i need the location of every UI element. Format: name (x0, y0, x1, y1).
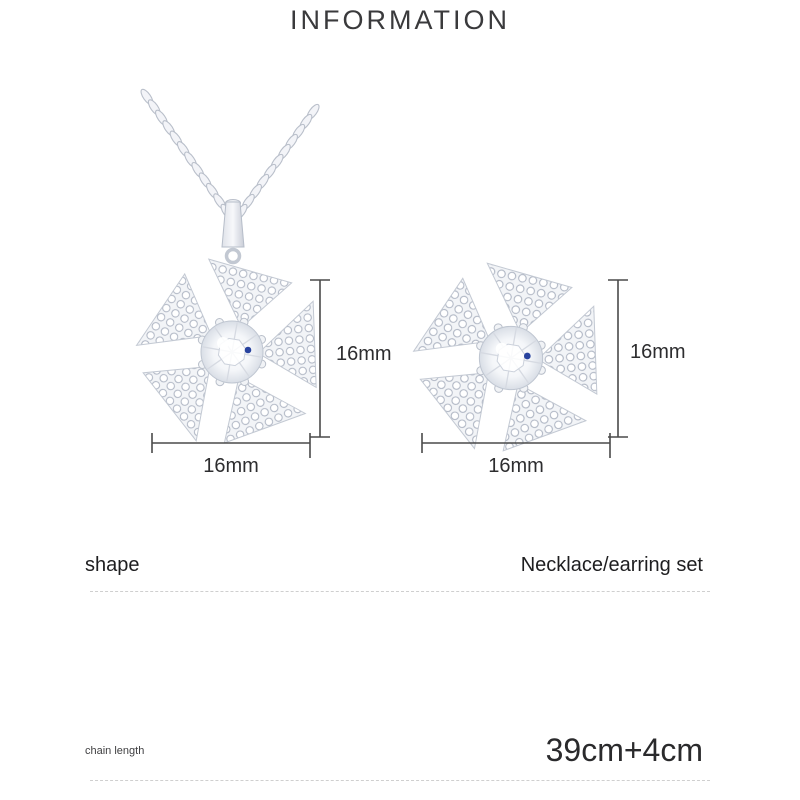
blue-reflection (524, 353, 531, 360)
pave-petal (533, 306, 603, 400)
pendant-bail (222, 200, 244, 263)
shape-label: shape (85, 554, 140, 576)
pave-petal (253, 301, 322, 393)
necklace-width-label: 16mm (203, 455, 259, 477)
necklace-height-label: 16mm (336, 343, 392, 365)
chain-length-label: chain length (85, 745, 145, 757)
shape-value: Necklace/earring set (520, 554, 703, 576)
stone-highlight (496, 343, 508, 355)
earring-height-label: 16mm (630, 341, 686, 363)
stone-highlight (217, 337, 229, 349)
bail-ring (227, 250, 240, 263)
divider-line (90, 780, 710, 781)
blue-reflection (245, 347, 252, 354)
page-title: INFORMATION (290, 5, 510, 35)
divider-line (90, 591, 710, 592)
earring-image (414, 263, 603, 456)
necklace-pendant-image (137, 259, 323, 448)
bail-body (222, 202, 244, 247)
earring-height-dim-line (608, 280, 628, 437)
chain-length-value: 39cm+4cm (545, 732, 703, 768)
earring-width-label: 16mm (488, 455, 544, 477)
spec-row-shape (85, 554, 703, 577)
spec-row-chain-length (85, 734, 703, 766)
